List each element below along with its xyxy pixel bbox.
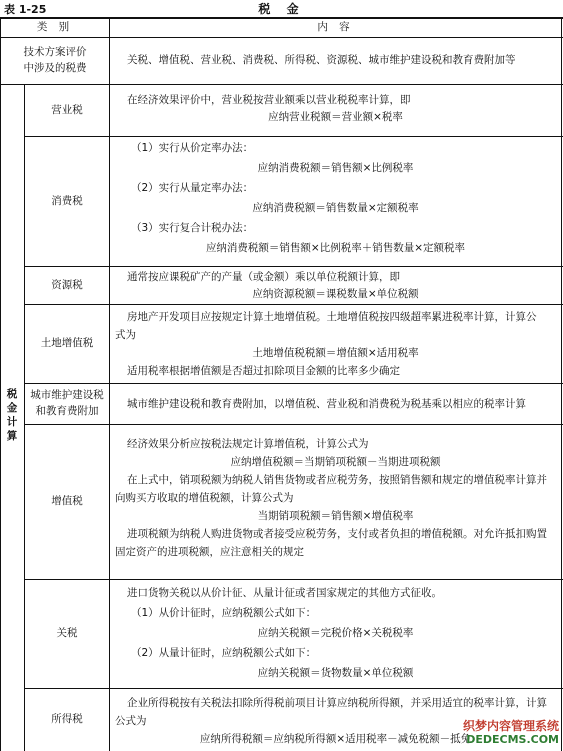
land-vat-line: 适用税率根据增值额是否超过扣除项目金额的比率多少确定 bbox=[127, 365, 400, 377]
city-tax-label-line: 和教育费附加 bbox=[35, 405, 99, 417]
side-label bbox=[5, 387, 19, 443]
resource-tax-formula: 应纳资源税额＝课税数量×单位税额 bbox=[252, 288, 419, 300]
vat-line: 向购买方收取的增值税额，计算公式为 bbox=[115, 492, 294, 504]
city-tax-text: 城市维护建设税和教育费附加，以增值税、营业税和消费税为税基乘以相应的税率计算 bbox=[127, 398, 526, 410]
vat-label: 增值税 bbox=[51, 495, 83, 508]
land-vat-label: 土地增值税 bbox=[40, 337, 94, 350]
customs-line: （2）从量计征时，应纳税额公式如下： bbox=[131, 647, 317, 659]
customs-line: （1）从价计征时，应纳税额公式如下： bbox=[131, 607, 317, 619]
consumption-tax-line: （3）实行复合计税办法： bbox=[131, 222, 254, 234]
consumption-tax-label: 消费税 bbox=[51, 194, 83, 207]
land-vat-line: 式为 bbox=[115, 329, 136, 341]
consumption-tax-formula: 应纳消费税额＝销售额×比例税率 bbox=[257, 162, 414, 174]
income-tax-formula: 应纳所得税额＝应纳税所得额×适用税率－减免税额－抵免 bbox=[199, 733, 472, 745]
table-number: 表 1-25 bbox=[4, 3, 47, 16]
resource-tax-text: 通常按应课税矿产的产量（或金额）乘以单位税额计算，即 bbox=[127, 271, 400, 283]
consumption-tax-formula: 应纳消费税额＝销售额×比例税率＋销售数量×定额税率 bbox=[205, 242, 466, 254]
land-vat-line: 房地产开发项目应按规定计算土地增值税。土地增值税按四级超率累进税率计算，计算公 bbox=[127, 311, 537, 323]
resource-tax-label: 资源税 bbox=[51, 278, 83, 291]
customs-formula: 应纳关税额＝完税价格×关税税率 bbox=[257, 627, 414, 639]
side-label-char: 税 bbox=[6, 388, 18, 400]
business-tax-formula: 应纳营业税额＝营业额×税率 bbox=[268, 111, 403, 123]
income-tax-line: 公式为 bbox=[115, 715, 147, 727]
table-title: 税 金 bbox=[258, 2, 305, 16]
tax-table bbox=[0, 17, 563, 751]
customs-formula: 应纳关税额＝货物数量×单位税额 bbox=[257, 667, 414, 679]
income-tax-line: 企业所得税按有关税法扣除所得税前项目计算应纳税所得额，并采用适宜的税率计算，计算 bbox=[127, 697, 547, 709]
customs-label: 关税 bbox=[56, 627, 78, 640]
overview-text: 关税、增值税、营业税、消费税、所得税、资源税、城市维护建设税和教育费附加等 bbox=[127, 54, 516, 66]
side-label-char: 算 bbox=[6, 430, 18, 442]
watermark-line: 织梦内容管理系统 bbox=[462, 719, 559, 733]
customs-line: 进口货物关税以从价计征、从量计征或者国家规定的其他方式征收。 bbox=[127, 587, 442, 599]
consumption-tax-line: （1）实行从价定率办法： bbox=[131, 142, 254, 154]
vat-formula: 当期销项税额＝销售额×增值税率 bbox=[257, 510, 414, 522]
overview-label-line: 技术方案评价 bbox=[23, 46, 87, 59]
overview-label bbox=[1, 38, 109, 84]
watermark bbox=[463, 719, 559, 747]
column-header-content: 内 容 bbox=[317, 21, 354, 34]
business-tax-text: 在经济效果评价中，营业税按营业额乘以营业税税率计算，即 bbox=[127, 94, 411, 106]
side-label-char: 计 bbox=[6, 416, 18, 428]
border-right bbox=[561, 17, 562, 751]
vat-formula: 应纳增值税额＝当期销项税额－当期进项税额 bbox=[230, 456, 441, 468]
border-left bbox=[0, 17, 1, 751]
city-tax-label-line: 城市维护建设税 bbox=[30, 389, 104, 402]
vat-line: 在上式中，销项税额为纳税人销售货物或者应税劳务，按照销售额和规定的增值税率计算并 bbox=[127, 474, 547, 486]
watermark-line: DEDECMS.COM bbox=[466, 733, 559, 746]
column-header-category: 类 别 bbox=[36, 21, 74, 34]
consumption-tax-line: （2）实行从量定率办法： bbox=[131, 182, 254, 194]
income-tax-label: 所得税 bbox=[51, 713, 83, 726]
consumption-tax-formula: 应纳消费税额＝销售数量×定额税率 bbox=[252, 202, 419, 214]
overview-label-line: 中涉及的税费 bbox=[23, 62, 87, 74]
table-header bbox=[0, 0, 563, 16]
business-tax-label: 营业税 bbox=[51, 103, 83, 116]
vat-line: 固定资产的进项税额，应注意相关的规定 bbox=[115, 546, 304, 558]
city-tax-label bbox=[25, 384, 109, 424]
side-label-char: 金 bbox=[6, 402, 18, 414]
vat-line: 进项税额为纳税人购进货物或者接受应税劳务，支付或者负担的增值税额。对允许抵扣购置 bbox=[127, 528, 547, 540]
land-vat-formula: 土地增值税税额＝增值额×适用税率 bbox=[252, 347, 419, 359]
vat-line: 经济效果分析应按税法规定计算增值税，计算公式为 bbox=[127, 438, 369, 450]
